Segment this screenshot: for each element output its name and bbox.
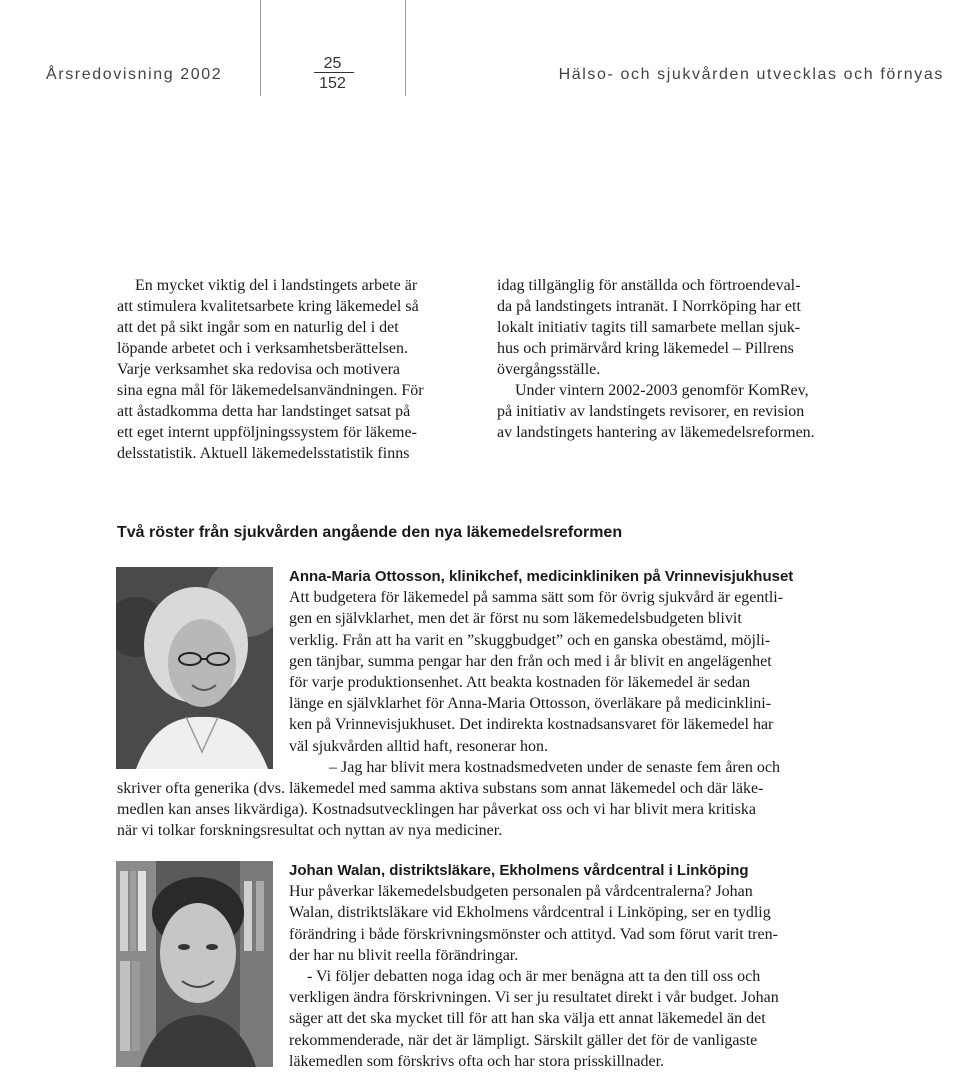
interview-line: förändring i både förskrivningsmönster och attityd. Vad som förut varit tren- bbox=[289, 925, 778, 943]
header-divider-right bbox=[405, 0, 406, 96]
intro-line: En mycket viktig del i landstingets arbete är bbox=[135, 277, 418, 294]
interview-line: Att budgetera för läkemedel på samma sätt som för övrig sjukvård är egentli- bbox=[289, 589, 784, 607]
interview-quote-line: - Vi följer debatten noga idag och är mer benägna att ta den till oss och bbox=[307, 968, 761, 986]
interview-quote-line: – Jag har blivit mera kostnadsmedveten under de senaste fem åren och bbox=[329, 758, 780, 776]
intro-line: Under vintern 2002-2003 genomför KomRev, bbox=[515, 382, 809, 399]
intro-line: av landstingets hantering av läkemedelsreformen. bbox=[497, 424, 815, 441]
intro-left-column bbox=[117, 275, 462, 464]
intro-line: löpande arbetet och i verksamhetsberättelsen. bbox=[117, 340, 408, 357]
header-report-title: Årsredovisning 2002 bbox=[46, 66, 223, 83]
intro-right-column bbox=[497, 275, 842, 443]
interviewee-name: Anna-Maria Ottosson, klinikchef, medicinkliniken på Vrinnevisjukhuset bbox=[289, 568, 794, 585]
intro-line: da på landstingets intranät. I Norrköping har ett bbox=[497, 298, 801, 315]
header-chapter-title: Hälso- och sjukvården utvecklas och förnyas bbox=[558, 66, 944, 83]
interview-line: der har nu blivit reella förändringar. bbox=[289, 946, 519, 964]
intro-line: hus och primärvård kring läkemedel – Pillrens bbox=[497, 340, 794, 357]
intro-line: sina egna mål för läkemedelsanvändningen. För bbox=[117, 382, 424, 399]
interview-anna-maria-continued bbox=[117, 778, 841, 842]
interview-line: läkemedlen som förskrivs ofta och har stora prisskillnader. bbox=[289, 1052, 665, 1070]
page-number-total: 152 bbox=[319, 75, 346, 92]
section-heading: Två röster från sjukvården angående den nya läkemedelsreformen bbox=[117, 524, 623, 541]
intro-line: övergångsställe. bbox=[497, 361, 601, 378]
intro-line: att stimulera kvalitetsarbete kring läkemedel så bbox=[117, 298, 419, 315]
interview-line: ken på Vrinnevisjukhuset. Det indirekta kostnadsansvaret för läkemedel har bbox=[289, 716, 774, 734]
interview-line: för varje produktionsenhet. Att beakta kostnaden för läkemedel är sedan bbox=[289, 674, 751, 692]
interviewee-name: Johan Walan, distriktsläkare, Ekholmens vårdcentral i Linköping bbox=[289, 862, 749, 879]
interview-line: Hur påverkar läkemedelsbudgeten personalen på vårdcentralerna? Johan bbox=[289, 883, 753, 901]
page-number-current: 25 bbox=[323, 55, 342, 72]
intro-line: lokalt initiativ tagits till samarbete mellan sjuk- bbox=[497, 319, 801, 336]
interview-line: länge en självklarhet för Anna-Maria Ottosson, överläkare på medicinklini- bbox=[289, 695, 772, 713]
intro-line: idag tillgänglig för anställda och förtroendeval- bbox=[497, 277, 801, 294]
interview-line: gen tänjbar, summa pengar har den från och med i år blivit en angelägenhet bbox=[289, 652, 772, 670]
interview-line: verkligen ändra förskrivningen. Vi ser ju resultatet direkt i vår budget. Johan bbox=[289, 989, 779, 1007]
interview-anna-maria bbox=[289, 566, 841, 778]
interview-line: medlen kan anses likvärdiga). Kostnadsutvecklingen har påverkat oss och vi har blivit mera kritiska bbox=[117, 801, 756, 819]
intro-line: att det på sikt ingår som en naturlig del i det bbox=[117, 319, 399, 336]
intro-line: delsstatistik. Aktuell läkemedelsstatistik finns bbox=[117, 445, 410, 462]
portrait-photo-anna-maria bbox=[116, 567, 273, 769]
interview-line: Walan, distriktsläkare vid Ekholmens vårdcentral i Linköping, ser en tydlig bbox=[289, 904, 771, 922]
intro-line: att åstadkomma detta har landstinget satsat på bbox=[117, 403, 411, 420]
intro-line: Varje verksamhet ska redovisa och motivera bbox=[117, 361, 401, 378]
intro-line: på initiativ av landstingets revisorer, en revision bbox=[497, 403, 805, 420]
interview-line: verklig. Från att ha varit en ”skuggbudget” och en ganska obestämd, möjli- bbox=[289, 631, 771, 649]
interview-johan-walan bbox=[289, 860, 841, 1072]
interview-line: väl sjukvården alltid haft, resonerar hon. bbox=[289, 737, 549, 755]
interview-line: skriver ofta generika (dvs. läkemedel med samma aktiva substans som annat läkemedel och där läke- bbox=[117, 780, 764, 797]
portrait-photo-johan-walan bbox=[116, 861, 273, 1067]
intro-line: ett eget internt uppföljningssystem för läkeme- bbox=[117, 424, 417, 441]
interview-line: när vi tolkar forskningsresultat och nyttan av nya mediciner. bbox=[117, 822, 503, 840]
interview-line: säger att det ska mycket till för att han ska välja ett annat läkemedel än det bbox=[289, 1010, 766, 1028]
interview-line: rekommenderade, när det är lämpligt. Särskilt gäller det för de vanligaste bbox=[289, 1031, 758, 1049]
interview-line: gen en självklarhet, men det är först nu som läkemedelsbudgeten blivit bbox=[289, 610, 742, 628]
page-number-divider bbox=[314, 72, 354, 73]
